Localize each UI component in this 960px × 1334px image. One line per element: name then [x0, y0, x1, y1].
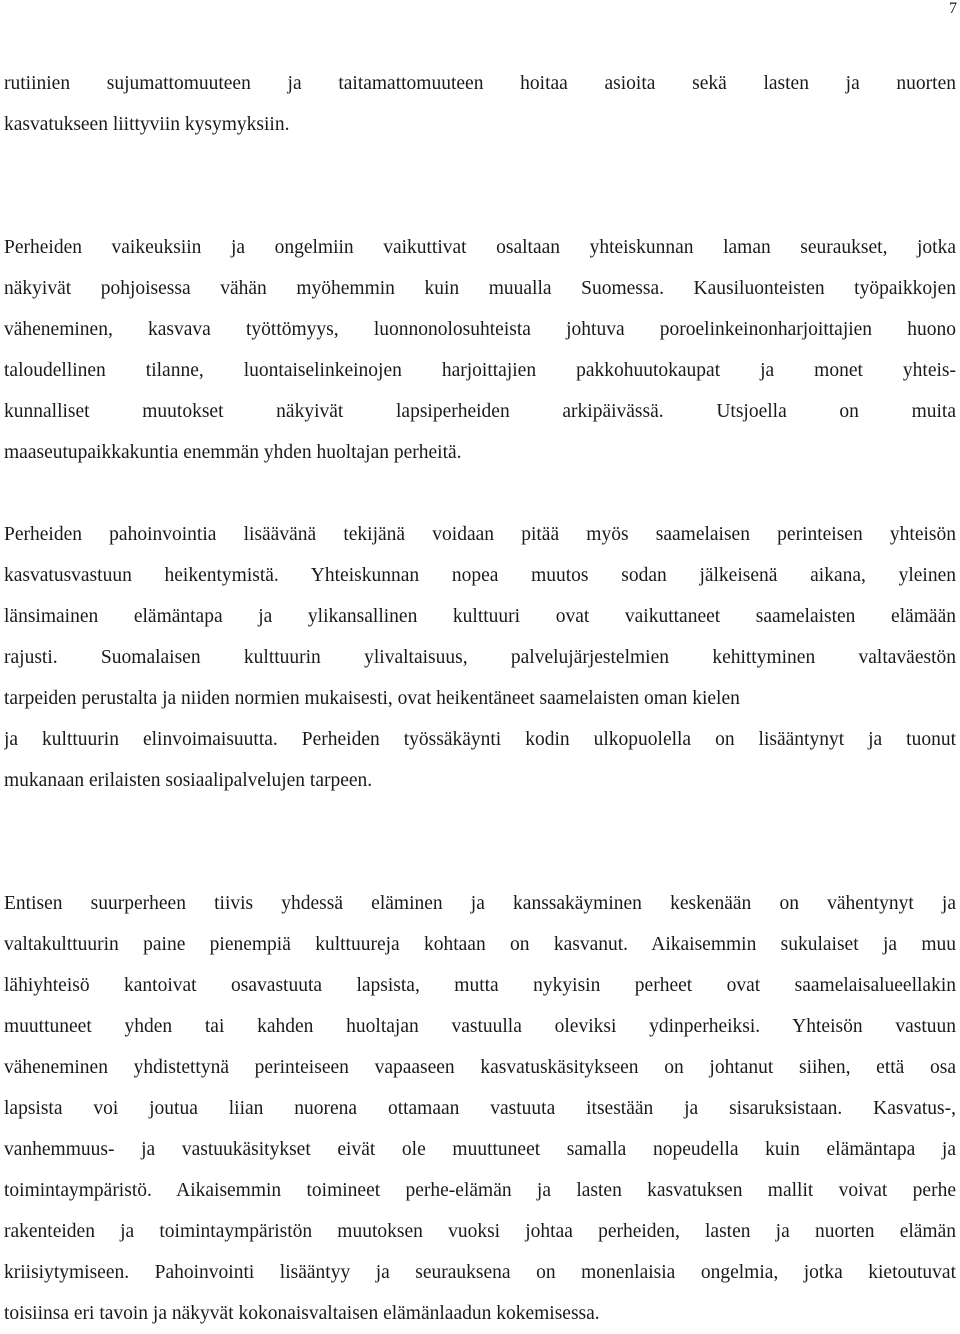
text-line: rakenteiden ja toimintaympäristön muutoksen vuoksi johtaa perheiden, lasten ja nuorten elämän	[4, 1221, 956, 1242]
text-line: muuttuneet yhden tai kahden huoltajan vastuulla oleviksi ydinperheiksi. Yhteisön vastuun	[4, 1016, 956, 1037]
text-line: valtakulttuurin paine pienempiä kulttuureja kohtaan on kasvanut. Aikaisemmin sukulaiset ja muu	[4, 934, 956, 955]
paragraph-spacer	[4, 145, 956, 227]
text-line: kasvatukseen liittyviin kysymyksiin.	[4, 114, 290, 135]
paragraph-spacer	[4, 801, 956, 883]
text-line: kunnalliset muutokset näkyivät lapsiperheiden arkipäivässä. Utsjoella on muita	[4, 401, 956, 422]
text-line: mukanaan erilaisten sosiaalipalvelujen tarpeen.	[4, 770, 373, 791]
text-line: kriisiytymiseen. Pahoinvointi lisääntyy ja seurauksena on monenlaisia ongelmia, jotka kietoutuvat	[4, 1262, 956, 1283]
text-line: Entisen suurperheen tiivis yhdessä eläminen ja kanssakäyminen keskenään on vähentynyt ja	[4, 893, 956, 914]
paragraph-spacer	[4, 473, 956, 514]
text-line: väheneminen yhdistettynä perinteiseen vapaaseen kasvatuskäsitykseen on johtanut siihen, että osa	[4, 1057, 956, 1078]
text-line: väheneminen, kasvava työttömyys, luonnonolosuhteista johtuva poroelinkeinonharjoittajien huono	[4, 319, 956, 340]
text-line: maaseutupaikkakuntia enemmän yhden huoltajan perheitä.	[4, 442, 462, 463]
text-line: rajusti. Suomalaisen kulttuurin ylivaltaisuus, palvelujärjestelmien kehittyminen valtaväestön	[4, 647, 956, 668]
paragraph-1	[4, 63, 956, 145]
text-line: kasvatusvastuun heikentymistä. Yhteiskunnan nopea muutos sodan jälkeisenä aikana, yleinen	[4, 565, 956, 586]
page-number: 7	[949, 0, 957, 17]
paragraph-2	[4, 227, 956, 473]
text-line: Perheiden vaikeuksiin ja ongelmiin vaikuttivat osaltaan yhteiskunnan laman seuraukset, jotka	[4, 237, 956, 258]
text-line: ja kulttuurin elinvoimaisuutta. Perheiden työssäkäynti kodin ulkopuolella on lisääntynyt ja tuonut	[4, 729, 956, 750]
text-line: toimintaympäristö. Aikaisemmin toimineet perhe-elämän ja lasten kasvatuksen mallit voivat perhe	[4, 1180, 956, 1201]
text-line: tarpeiden perustalta ja niiden normien mukaisesti, ovat heikentäneet saamelaisten oman kielen	[4, 688, 740, 709]
text-line: lähiyhteisö kantoivat osavastuuta lapsista, mutta nykyisin perheet ovat saamelaisalueellakin	[4, 975, 956, 996]
document-body	[4, 63, 956, 1334]
text-line: taloudellinen tilanne, luontaiselinkeinojen harjoittajien pakkohuutokaupat ja monet yhteis-	[4, 360, 956, 381]
text-line: näkyivät pohjoisessa vähän myöhemmin kuin muualla Suomessa. Kausiluonteisten työpaikkojen	[4, 278, 956, 299]
text-line: Perheiden pahoinvointia lisäävänä tekijänä voidaan pitää myös saamelaisen perinteisen yhteisön	[4, 524, 956, 545]
paragraph-3	[4, 514, 956, 801]
paragraph-4	[4, 883, 956, 1334]
text-line: toisiinsa eri tavoin ja näkyvät kokonaisvaltaisen elämänlaadun kokemisessa.	[4, 1303, 600, 1324]
text-line: länsimainen elämäntapa ja ylikansallinen kulttuuri ovat vaikuttaneet saamelaisten elämään	[4, 606, 956, 627]
text-line: vanhemmuus- ja vastuukäsitykset eivät ole muuttuneet samalla nopeudella kuin elämäntapa ja	[4, 1139, 956, 1160]
text-line: rutiinien sujumattomuuteen ja taitamattomuuteen hoitaa asioita sekä lasten ja nuorten	[4, 73, 956, 94]
text-line: lapsista voi joutua liian nuorena ottamaan vastuuta itsestään ja sisaruksistaan. Kasvatus-,	[4, 1098, 956, 1119]
